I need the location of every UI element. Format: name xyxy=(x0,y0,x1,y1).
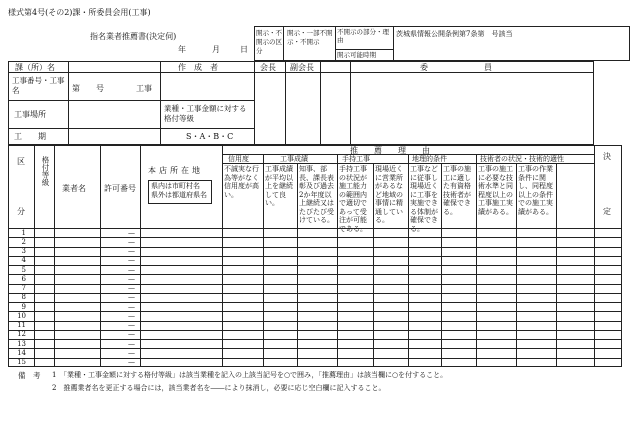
reason-group-label: 推 薦 理 由 xyxy=(350,146,430,155)
dept-label: 課（所）名 xyxy=(15,63,55,72)
license-placeholder: — xyxy=(128,330,135,339)
disclosure-classification-label: 開示・不開示の区分 xyxy=(256,29,282,55)
row-divider xyxy=(8,293,622,294)
disclosure-reason-value: 茨城県情報公開条例第7条第 号該当 xyxy=(396,30,513,38)
vice-chair-label: 副会長 xyxy=(290,63,314,72)
criteria-geo-a: 現場近くに営業所があるなど地域の事情に精通している。 xyxy=(375,165,403,224)
license-placeholder: — xyxy=(128,348,135,357)
row-divider xyxy=(8,311,622,312)
disclosure-options-label: 開示・一部不開示・不開示 xyxy=(287,29,333,46)
company-label: 業者名 xyxy=(62,184,86,193)
row-number: 8 xyxy=(21,293,26,302)
row-number: 6 xyxy=(21,274,26,283)
criteria-ability-a: 知事、部長、課長表彰及び過去2か年度以上継続又はたびたび受けている。 xyxy=(299,165,334,224)
results-label: 工事成績 xyxy=(280,155,308,163)
row-divider xyxy=(8,302,622,303)
row-number: 15 xyxy=(17,358,26,367)
license-placeholder: — xyxy=(128,228,135,237)
row-divider xyxy=(8,321,622,322)
row-divider xyxy=(8,265,622,266)
license-placeholder: — xyxy=(128,339,135,348)
address-note: 県内は市町村名 県外は都道府県名 xyxy=(151,182,207,199)
row-number: 4 xyxy=(21,256,26,265)
row-number: 10 xyxy=(17,311,26,320)
license-placeholder: — xyxy=(128,265,135,274)
notes-label: 備 考 xyxy=(18,371,41,380)
decision-label-top: 決 xyxy=(603,152,611,161)
row-divider xyxy=(8,256,622,257)
row-divider xyxy=(8,284,622,285)
project-number-label: 工事番号・工事名 xyxy=(12,76,65,95)
license-placeholder: — xyxy=(128,237,135,246)
address-label: 本店所在地 xyxy=(148,166,203,175)
license-placeholder: — xyxy=(128,321,135,330)
criteria-tech-c: 工事の作業条件に関し、同程度以上の条件での施工実績がある。 xyxy=(518,165,553,216)
row-divider xyxy=(8,358,622,359)
row-number: 9 xyxy=(21,302,26,311)
license-placeholder: — xyxy=(128,302,135,311)
row-divider xyxy=(8,339,622,340)
row-divider xyxy=(8,274,622,275)
row-divider xyxy=(8,348,622,349)
row-number: 14 xyxy=(17,348,26,357)
period-label: 工 期 xyxy=(14,132,46,141)
author-label: 作 成 者 xyxy=(178,63,218,72)
criteria-tech-a: 工事の施工に適した有資格技術者が確保できる。 xyxy=(443,165,471,216)
row-number: 1 xyxy=(21,228,26,237)
license-placeholder: — xyxy=(128,311,135,320)
form-label: 様式第4号(その2)課・所委員会用(工事) xyxy=(8,8,151,17)
row-divider xyxy=(8,237,622,238)
criteria-ability-b: 手持工事の状況が施工能力の範囲内で適切であって受注が可能である。 xyxy=(339,165,367,233)
license-placeholder: — xyxy=(128,293,135,302)
location-label: 工事場所 xyxy=(14,110,46,119)
header-block xyxy=(8,61,594,145)
decision-label-bottom: 定 xyxy=(603,207,611,216)
chair-label: 会長 xyxy=(260,63,276,72)
date-day-label: 日 xyxy=(240,45,248,54)
date-month-label: 月 xyxy=(212,45,220,54)
row-number: 13 xyxy=(17,339,26,348)
tech-label: 技術者の状況・技術的適性 xyxy=(480,155,564,163)
disclosure-reason-label: 不開示の部分・理由 xyxy=(337,28,389,44)
rating-label: 格付等級 xyxy=(41,156,50,186)
license-placeholder: — xyxy=(128,247,135,256)
note-1: 1 「業種・工事金額に対する格付等級」は該当業種を記入の上該当記号を○で囲み，「推薦理由」は該当欄に○を付すること。 xyxy=(52,371,448,379)
date-year-label: 年 xyxy=(178,45,186,54)
row-number: 3 xyxy=(21,247,26,256)
row-number: 2 xyxy=(21,237,26,246)
license-placeholder: — xyxy=(128,284,135,293)
note-2: 2 推薦業者名を更正する場合には，該当業者名を――により抹消し，必要に応じ空白欄に記入すること。 xyxy=(52,384,386,392)
license-placeholder: — xyxy=(128,358,135,367)
license-label: 許可番号 xyxy=(104,184,136,193)
project-number-value: 第 号 工事 xyxy=(72,84,152,93)
license-placeholder: — xyxy=(128,274,135,283)
criteria-results: 工事成績が平均以上を継続して良い。 xyxy=(265,165,293,207)
credit-label: 信用度 xyxy=(228,155,249,163)
row-divider xyxy=(8,247,622,248)
kubun-label-bottom: 分 xyxy=(17,207,25,216)
row-number: 7 xyxy=(21,284,26,293)
criteria-credit: 不誠実な行為等がなく信用度が高い。 xyxy=(224,165,259,199)
criteria-geo-b: 工事などに従事し現場近くに工事を実施できる体制が確保できる。 xyxy=(410,165,438,233)
row-number: 12 xyxy=(17,330,26,339)
members-label: 委 員 xyxy=(420,63,492,72)
row-divider xyxy=(8,330,622,331)
criteria-tech-b: 工事の施工に必要な技術水準と同程度以上の工事施工実績がある。 xyxy=(478,165,513,216)
license-placeholder: — xyxy=(128,256,135,265)
document-title: 指名業者推薦書(決定伺) xyxy=(90,32,177,41)
kubun-label-top: 区 xyxy=(17,157,25,166)
disclosure-period-label: 開示可能時期 xyxy=(337,51,376,59)
geo-label: 地理的条件 xyxy=(412,155,447,163)
ability-label: 手持工事 xyxy=(342,155,370,163)
grade-value: S・A・B・C xyxy=(186,132,234,141)
grade-label: 業種・工事金額に対する格付等級 xyxy=(164,104,247,123)
row-number: 5 xyxy=(21,265,26,274)
row-number: 11 xyxy=(17,321,26,330)
